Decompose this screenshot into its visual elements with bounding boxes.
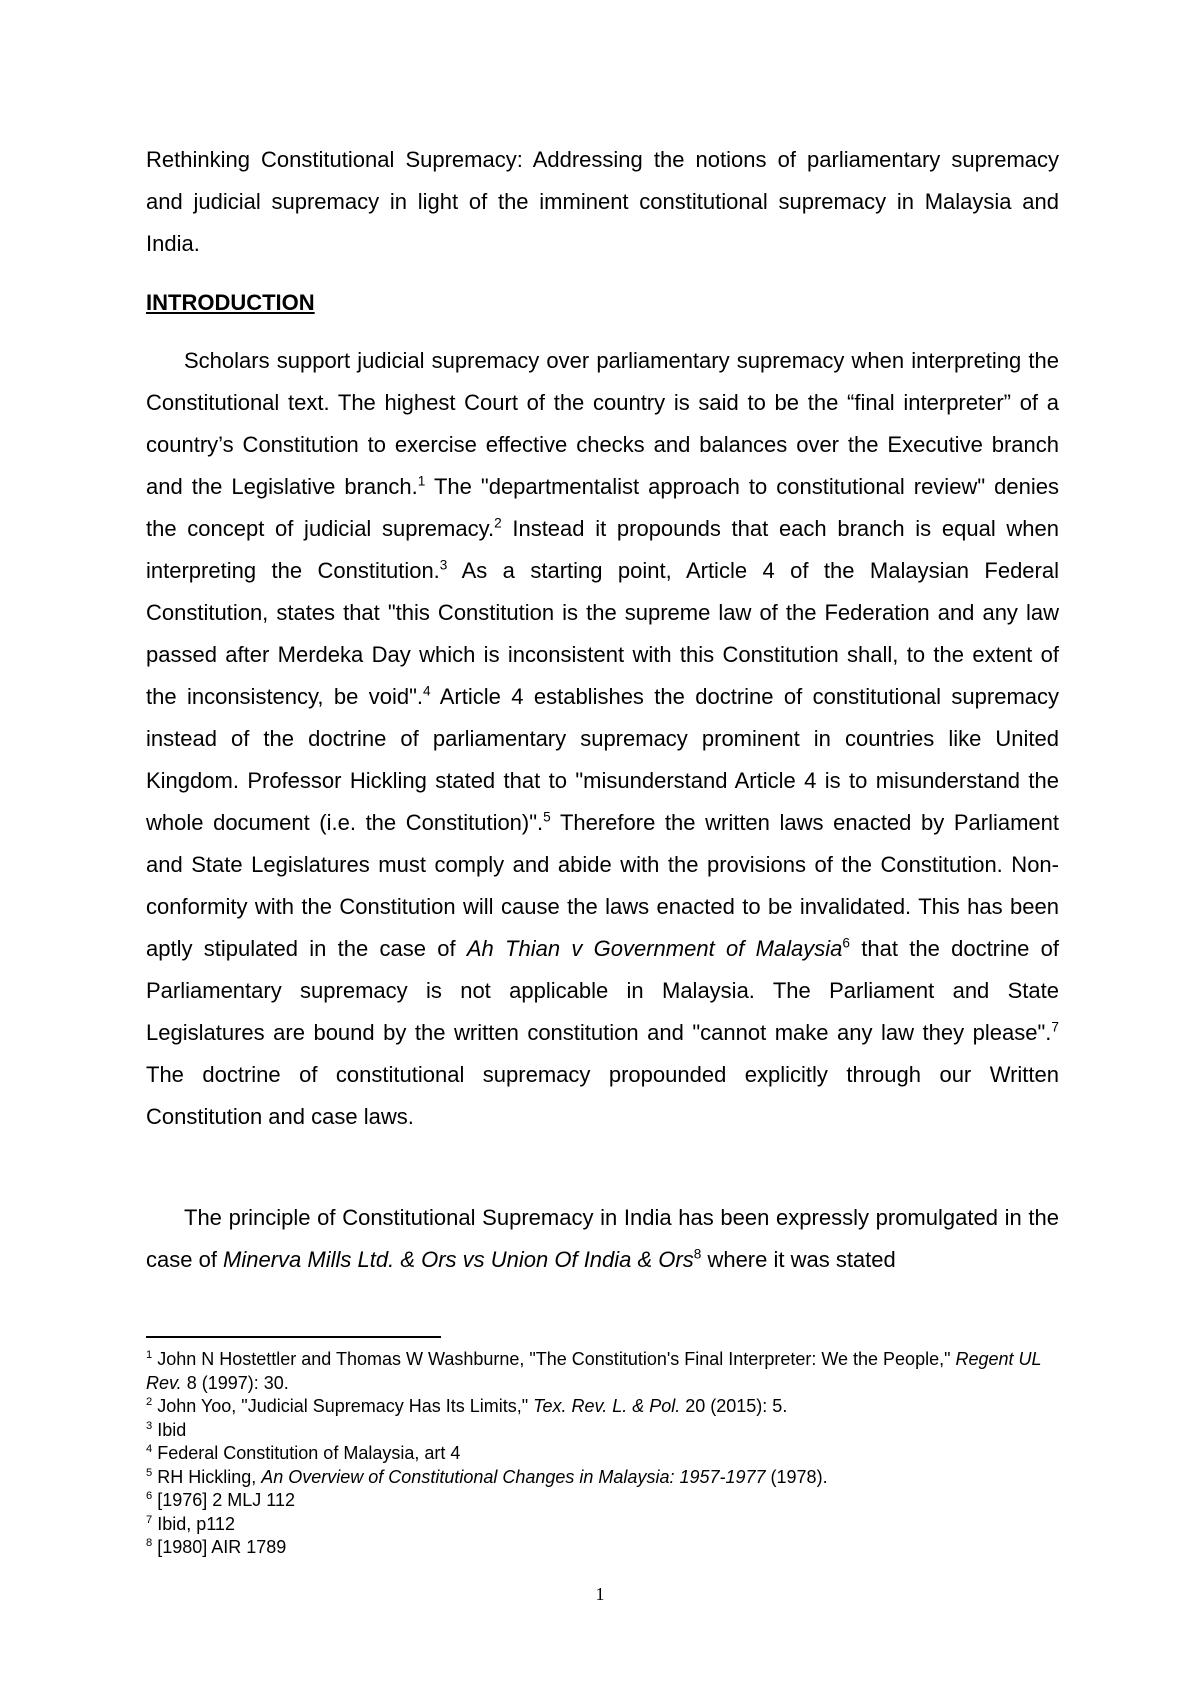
- paragraph-text: Instead it propounds that each branch is equal when interpreting the Constitution.: [146, 516, 1059, 583]
- footnote-text: [1980] AIR 1789: [152, 1537, 287, 1557]
- footnote-separator: [146, 1336, 441, 1338]
- page-number: 1: [595, 1584, 605, 1604]
- paragraph-text: Scholars support judicial supremacy over parliamentary supremacy when interpreting the Constitutional text. The highest Court of the country is said to be the “final interpreter” of a country’s Constitution to exercise effective checks and balances over the Executive branch and the Legislative branch.: [146, 348, 1059, 499]
- footnote-text: (1978).: [765, 1466, 828, 1487]
- case-name: Minerva Mills Ltd. & Ors vs Union Of India & Ors: [223, 1247, 694, 1272]
- footnote-text: RH Hickling,: [152, 1466, 262, 1487]
- footnote-number: 2: [146, 1396, 153, 1408]
- footnote-ref: 2: [494, 515, 502, 531]
- footnote-text: [1976] 2 MLJ 112: [152, 1490, 295, 1510]
- footnote-text: John N Hostettler and Thomas W Washburne, "The Constitution's Final Interpreter: We the People,": [152, 1349, 956, 1369]
- footnote-text: John Yoo, "Judicial Supremacy Has Its Limits,": [152, 1396, 534, 1416]
- footnote-italic: Tex. Rev. L. & Pol.: [533, 1396, 681, 1416]
- footnote-text: Federal Constitution of Malaysia, art 4: [152, 1443, 461, 1463]
- footnote-number: 6: [146, 1490, 153, 1502]
- paragraph-text: As a starting point, Article 4 of the Malaysian Federal Constitution, states that "this Constitution is the supreme law of the Federation and any law passed after Merdeka Day which is inconsistent with this Constitution shall, to the extent of the inconsistency, be void".: [146, 558, 1059, 709]
- paragraph-text: where it was stated: [701, 1247, 896, 1272]
- footnotes: [146, 1348, 1066, 1560]
- paragraph-1: [146, 340, 1059, 1138]
- footnote-ref: 7: [1051, 1019, 1059, 1035]
- footnote: [146, 1348, 1066, 1395]
- footnote-ref: 5: [543, 809, 551, 825]
- footnote-number: 8: [146, 1537, 153, 1549]
- paragraph-text: that the doctrine of Parliamentary supremacy is not applicable in Malaysia. The Parliament and State Legislatures are bound by the written constitution and "cannot make any law they please".: [146, 936, 1059, 1045]
- footnote-italic: An Overview of Constitutional Changes in Malaysia: 1957-1977: [261, 1466, 766, 1487]
- footnote: [146, 1419, 1066, 1443]
- footnote-number: 1: [146, 1349, 153, 1361]
- footnote-ref: 3: [439, 557, 448, 573]
- paragraph-text: The doctrine of constitutional supremacy propounded explicitly through our Written Constitution and case laws.: [146, 1062, 1059, 1129]
- paragraph-text: Therefore the written laws enacted by Parliament and State Legislatures must comply and abide with the provisions of the Constitution. Non-conformity with the Constitution will cause the laws enacted to be invalidated. This has been aptly stipulated in the case of: [146, 810, 1059, 961]
- paragraph-text: The principle of Constitutional Supremacy in India has been expressly promulgated in the case of: [146, 1205, 1059, 1272]
- footnote: [146, 1489, 1066, 1513]
- document-title: Rethinking Constitutional Supremacy: Addressing the notions of parliamentary supremacy and judicial supremacy in light of the imminent constitutional supremacy in Malaysia and India.: [146, 147, 1059, 256]
- footnote: [146, 1395, 1066, 1419]
- footnote-text: Ibid: [152, 1419, 187, 1440]
- footnote-number: 4: [146, 1443, 153, 1455]
- footnote-text: Ibid, p112: [152, 1513, 235, 1534]
- paragraph-text: Article 4 establishes the doctrine of constitutional supremacy instead of the doctrine of parliamentary supremacy prominent in countries like United Kingdom. Professor Hickling stated that to "misunderstand Article 4 is to misunderstand the whole document (i.e. the Constitution)".: [146, 684, 1060, 835]
- footnote-ref: 6: [842, 935, 850, 951]
- footnote-number: 3: [146, 1419, 153, 1432]
- footnote: [146, 1442, 1066, 1466]
- footnote-ref: 4: [423, 683, 431, 699]
- paragraph-text: The "departmentalist approach to constitutional review" denies the concept of judicial supremacy.: [146, 474, 1059, 541]
- footnote: [146, 1513, 1066, 1537]
- footnote-text: 20 (2015): 5.: [680, 1396, 788, 1416]
- footnote-ref: 1: [417, 473, 426, 489]
- footnote-ref: 8: [693, 1246, 702, 1262]
- footnote: [146, 1536, 1066, 1560]
- footnote-italic: Regent UL Rev.: [146, 1349, 1042, 1393]
- paragraph-2: [146, 1197, 1059, 1281]
- footnote-number: 5: [146, 1466, 153, 1479]
- case-name: Ah Thian v Government of Malaysia: [466, 936, 843, 961]
- footnote-text: 8 (1997): 30.: [181, 1372, 289, 1393]
- section-heading: INTRODUCTION: [146, 290, 315, 315]
- footnote: [146, 1466, 1066, 1490]
- footnote-number: 7: [146, 1513, 153, 1526]
